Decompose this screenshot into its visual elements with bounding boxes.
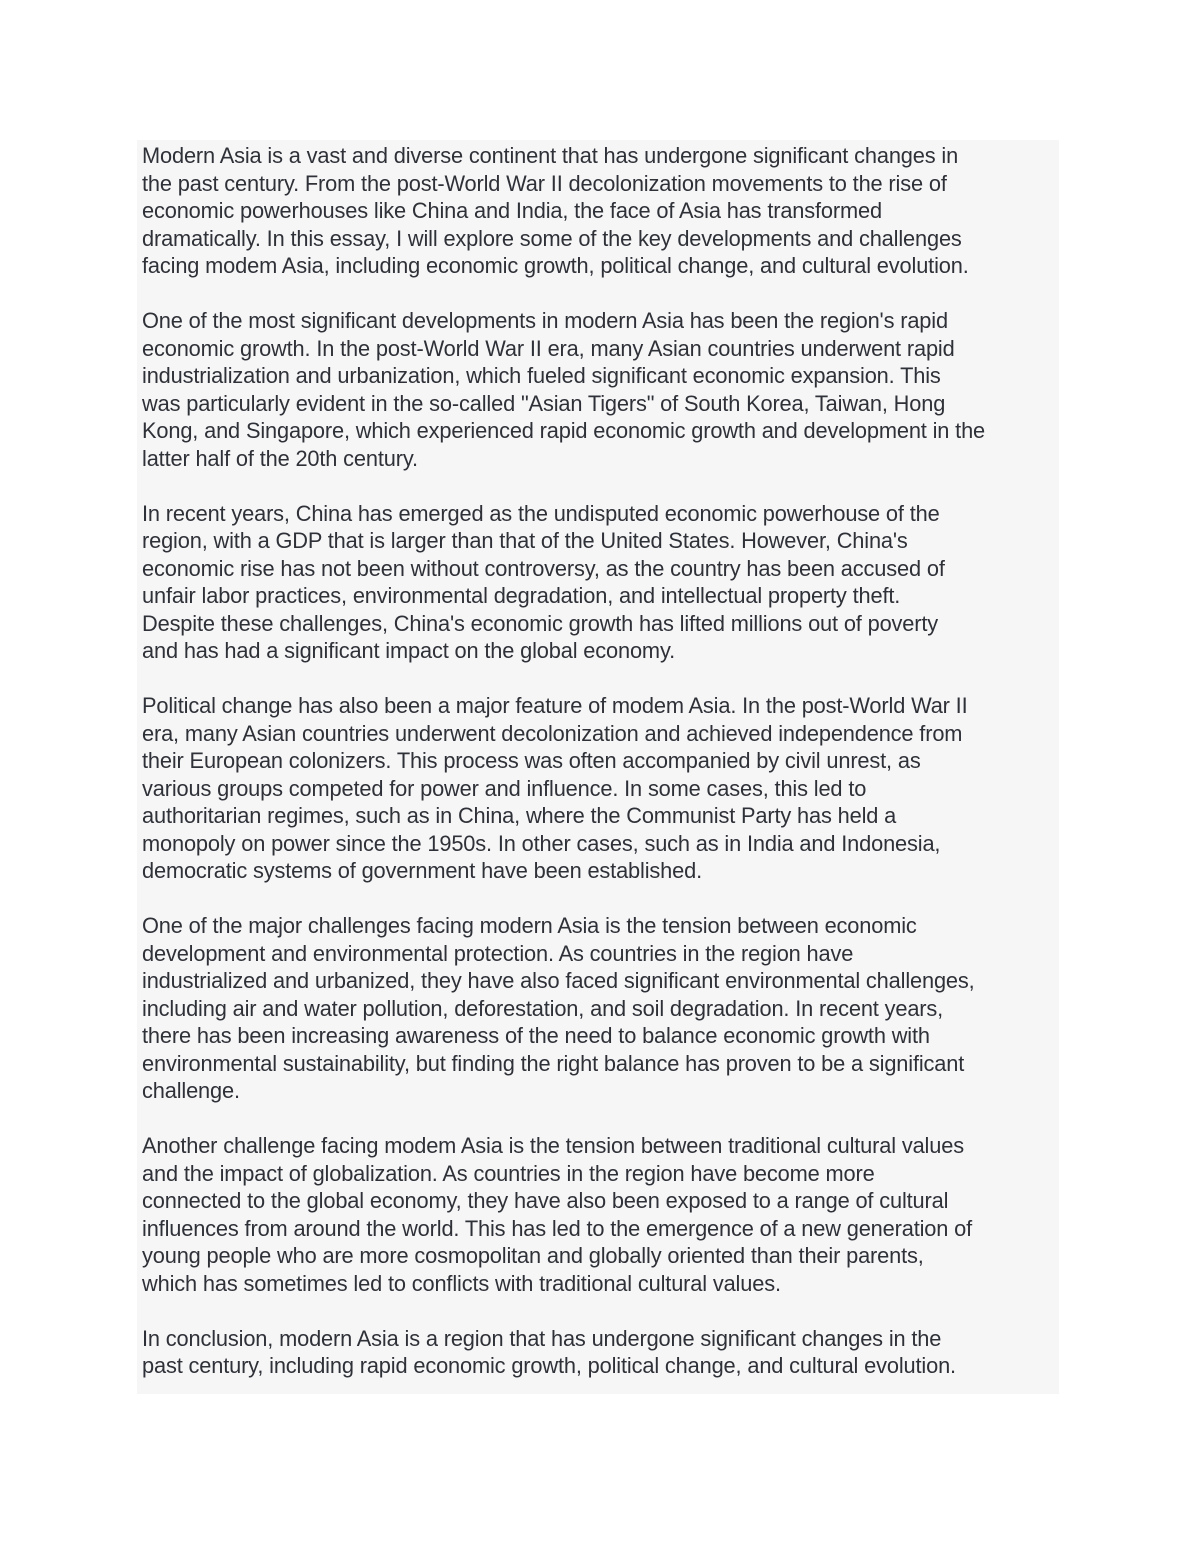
paragraph-conclusion	[142, 1325, 1059, 1380]
text-line: economic powerhouses like China and India, the face of Asia has transformed	[142, 198, 882, 223]
text-line: was particularly evident in the so-called "Asian Tigers" of South Korea, Taiwan, Hong	[142, 390, 946, 416]
text-line: democratic systems of government have been established.	[142, 858, 702, 883]
text-line: In conclusion, modern Asia is a region that has undergone significant changes in the	[142, 1325, 942, 1351]
text-line: various groups competed for power and influence. In some cases, this led to	[142, 775, 867, 801]
text-line: and has had a significant impact on the global economy.	[142, 638, 675, 663]
text-line: region, with a GDP that is larger than that of the United States. However, China's	[142, 528, 908, 553]
paragraph-introduction	[142, 142, 1059, 280]
paragraph-culture	[142, 1132, 1059, 1297]
text-line: influences from around the world. This has led to the emergence of a new generation of	[142, 1215, 973, 1241]
paragraph-political-change	[142, 692, 1059, 885]
text-line: the past century. From the post-World War II decolonization movements to the rise of	[142, 170, 947, 196]
text-line: authoritarian regimes, such as in China, where the Communist Party has held a	[142, 803, 897, 828]
text-line: Despite these challenges, China's economic growth has lifted millions out of poverty	[142, 610, 939, 636]
paragraph-china-rise	[142, 500, 1059, 665]
text-line: and the impact of globalization. As countries in the region have become more	[142, 1160, 875, 1186]
text-line: challenge.	[142, 1078, 240, 1103]
text-line: In recent years, China has emerged as the undisputed economic powerhouse of the	[142, 500, 940, 526]
text-line: One of the major challenges facing modern Asia is the tension between economic	[142, 913, 917, 938]
text-line: industrialized and urbanized, they have also faced significant environmental challenges,	[142, 968, 975, 993]
text-line: which has sometimes led to conflicts with traditional cultural values.	[142, 1270, 781, 1296]
text-line: Political change has also been a major feature of modem Asia. In the post-World War II	[142, 693, 968, 718]
text-line: Kong, and Singapore, which experienced rapid economic growth and development in the	[142, 418, 986, 443]
text-line: industrialization and urbanization, which fueled significant economic expansion. This	[142, 363, 941, 388]
text-line: dramatically. In this essay, I will explore some of the key developments and challenges	[142, 225, 962, 251]
text-line: monopoly on power since the 1950s. In other cases, such as in India and Indonesia,	[142, 830, 941, 856]
text-line: there has been increasing awareness of the need to balance economic growth with	[142, 1023, 930, 1048]
text-line: facing modem Asia, including economic growth, political change, and cultural evolution.	[142, 253, 969, 278]
text-line: their European colonizers. This process was often accompanied by civil unrest, as	[142, 748, 921, 773]
text-line: including air and water pollution, deforestation, and soil degradation. In recent years,	[142, 995, 944, 1021]
paragraph-environment	[142, 912, 1059, 1105]
text-line: One of the most significant developments in modern Asia has been the region's rapid	[142, 308, 948, 333]
text-line: era, many Asian countries underwent decolonization and achieved independence from	[142, 720, 963, 746]
text-line: Modern Asia is a vast and diverse continent that has undergone significant changes in	[142, 143, 959, 168]
essay-text-block	[137, 140, 1059, 1394]
text-line: environmental sustainability, but finding the right balance has proven to be a significant	[142, 1050, 965, 1076]
text-line: unfair labor practices, environmental degradation, and intellectual property theft.	[142, 583, 901, 608]
text-line: Another challenge facing modem Asia is the tension between traditional cultural values	[142, 1133, 964, 1158]
text-line: economic growth. In the post-World War II era, many Asian countries underwent rapid	[142, 335, 955, 361]
text-line: latter half of the 20th century.	[142, 445, 418, 471]
text-line: economic rise has not been without controversy, as the country has been accused of	[142, 555, 945, 581]
text-line: connected to the global economy, they have also been exposed to a range of cultural	[142, 1188, 949, 1213]
paragraph-economic-growth	[142, 307, 1059, 472]
text-line: development and environmental protection. As countries in the region have	[142, 940, 854, 966]
text-line: past century, including rapid economic growth, political change, and cultural evolution.	[142, 1353, 956, 1378]
text-line: young people who are more cosmopolitan and globally oriented than their parents,	[142, 1243, 924, 1268]
